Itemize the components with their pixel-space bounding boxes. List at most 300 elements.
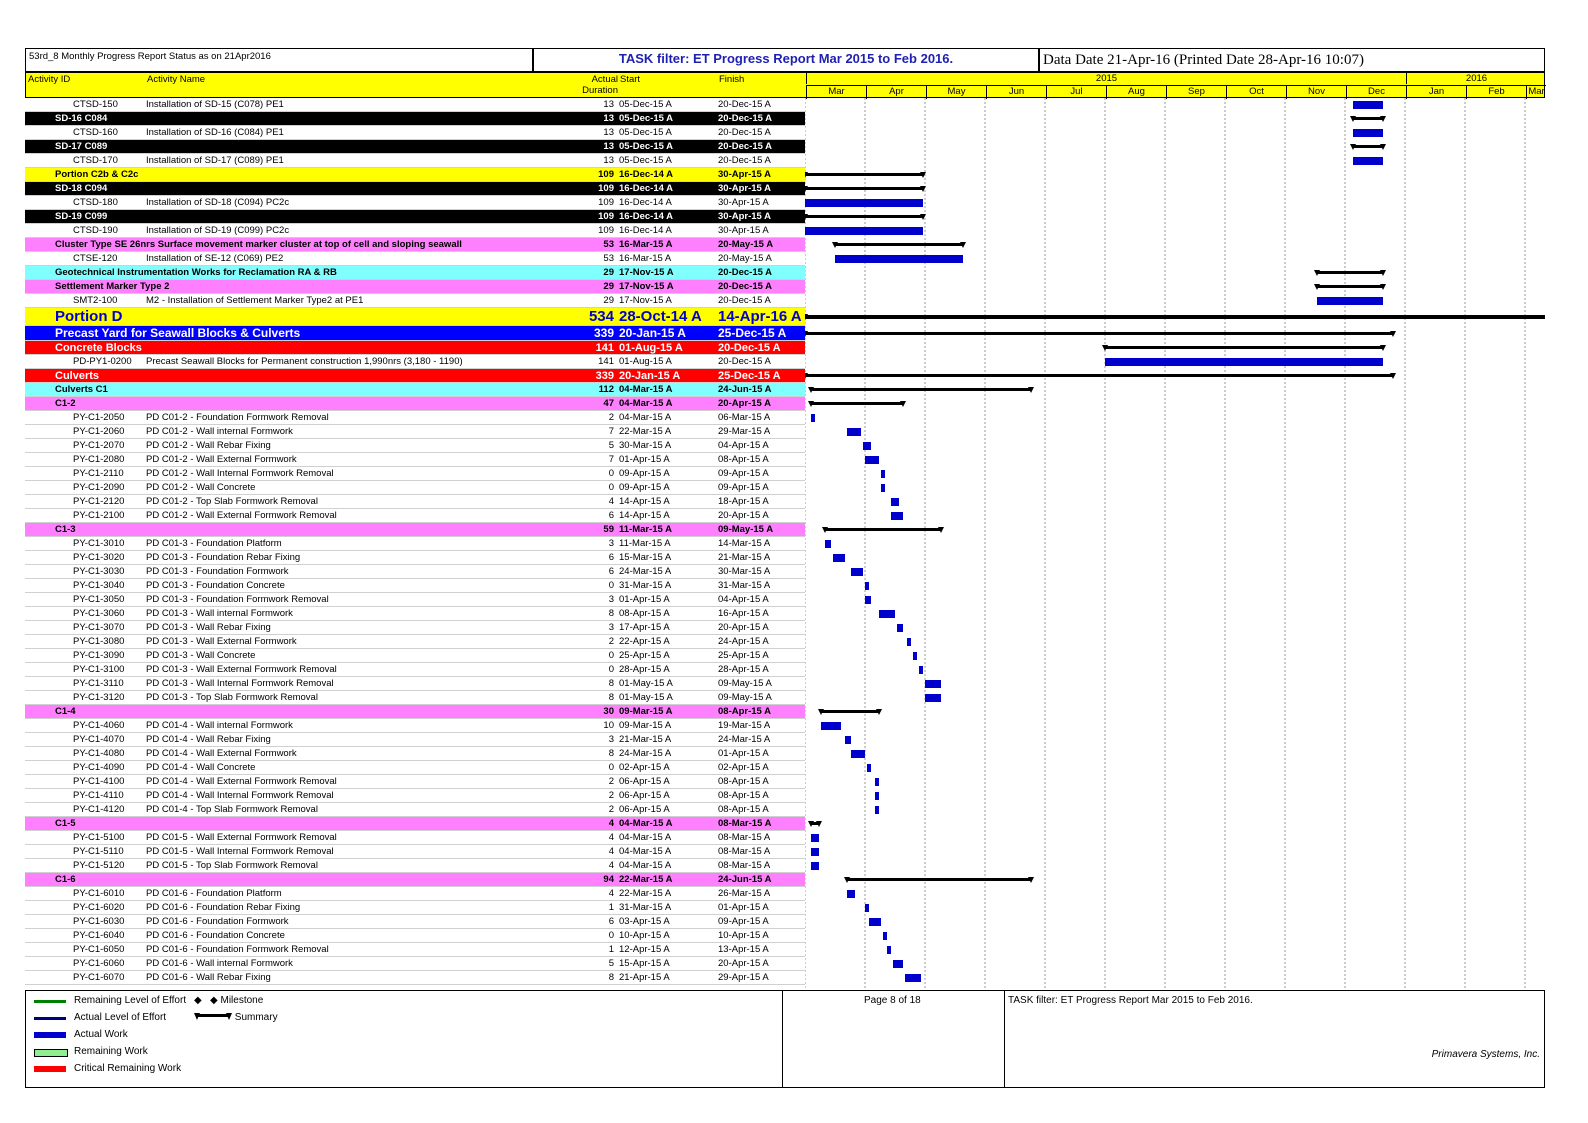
activity-id: PD-PY1-0200 [73, 356, 132, 367]
actual-work-bar[interactable] [865, 596, 871, 604]
start-date: 01-May-15 A [619, 692, 673, 703]
duration-value: 0 [608, 482, 614, 493]
activity-row[interactable] [25, 126, 805, 140]
activity-name: Precast Seawall Blocks for Permanent construction 1,990nrs (3,180 - 1190) [146, 356, 463, 367]
duration-value: 5 [608, 440, 614, 451]
activity-name: PD C01-4 - Wall internal Formwork [146, 720, 293, 731]
summary-bar[interactable] [811, 402, 903, 405]
timeline-month: Feb [1466, 86, 1526, 99]
actual-work-bar[interactable] [847, 890, 855, 898]
actual-work-bar[interactable] [875, 806, 879, 814]
actual-work-bar[interactable] [925, 694, 941, 702]
actual-work-bar[interactable] [845, 736, 851, 744]
wbs-group-row[interactable] [25, 210, 805, 224]
summary-bar[interactable] [835, 243, 963, 246]
summary-bar[interactable] [1317, 271, 1383, 274]
finish-date: 24-Mar-15 A [718, 734, 771, 745]
wbs-group-row[interactable] [25, 341, 805, 355]
activity-row[interactable] [25, 621, 805, 635]
activity-row[interactable] [25, 957, 805, 971]
activity-name: PD C01-6 - Foundation Formwork Removal [146, 944, 329, 955]
col-activity-name: Activity Name [147, 74, 206, 85]
activity-row[interactable] [25, 467, 805, 481]
activity-name: PD C01-2 - Wall External Formwork [146, 454, 297, 465]
activity-id: PY-C1-3120 [73, 692, 125, 703]
activity-name: PD C01-3 - Wall External Formwork [146, 636, 297, 647]
activity-row[interactable] [25, 929, 805, 943]
duration-value: 3 [608, 538, 614, 549]
activity-id: CTSD-160 [73, 127, 118, 138]
duration-value: 4 [608, 888, 614, 899]
finish-date: 16-Apr-15 A [718, 608, 769, 619]
start-date: 08-Apr-15 A [619, 608, 670, 619]
start-date: 02-Apr-15 A [619, 762, 670, 773]
actual-work-bar[interactable] [867, 764, 871, 772]
activity-row[interactable] [25, 775, 805, 789]
finish-date: 06-Mar-15 A [718, 412, 771, 423]
activity-row[interactable] [25, 98, 805, 112]
wbs-group-row[interactable] [25, 266, 805, 280]
wbs-name: Concrete Blocks [55, 342, 142, 354]
start-date: 17-Apr-15 A [619, 622, 670, 633]
activity-row[interactable] [25, 294, 805, 308]
activity-row[interactable] [25, 747, 805, 761]
duration-value: 0 [608, 930, 614, 941]
activity-row[interactable] [25, 593, 805, 607]
activity-name: PD C01-2 - Foundation Formwork Removal [146, 412, 329, 423]
diamond-icon: ◆ ◆ [194, 995, 221, 1006]
activity-name: M2 - Installation of Settlement Marker Type2 at PE1 [146, 295, 364, 306]
actual-work-bar[interactable] [865, 456, 879, 464]
duration-value: 1 [608, 902, 614, 913]
finish-date: 02-Apr-15 A [718, 762, 769, 773]
activity-name: PD C01-3 - Foundation Rebar Fixing [146, 552, 301, 563]
start-date: 12-Apr-15 A [619, 944, 670, 955]
summary-bar[interactable] [825, 528, 941, 531]
activity-id: PY-C1-2060 [73, 426, 125, 437]
finish-date: 25-Apr-15 A [718, 650, 769, 661]
activity-id: PY-C1-6050 [73, 944, 125, 955]
finish-date: 09-Apr-15 A [718, 916, 769, 927]
activity-row[interactable] [25, 481, 805, 495]
duration-value: 339 [595, 370, 614, 382]
timeline-month: Mar [1526, 86, 1546, 99]
activity-row[interactable] [25, 691, 805, 705]
start-date: 22-Mar-15 A [619, 874, 673, 885]
activity-row[interactable] [25, 425, 805, 439]
activity-id: PY-C1-5120 [73, 860, 125, 871]
activity-id: PY-C1-2070 [73, 440, 125, 451]
finish-date: 09-May-15 A [718, 524, 774, 535]
timeline-month: Jun [986, 86, 1046, 99]
activity-row[interactable] [25, 196, 805, 210]
page-number: Page 8 of 18 [864, 995, 921, 1006]
actual-work-bar[interactable] [825, 540, 831, 548]
wbs-group-row[interactable] [25, 397, 805, 411]
start-date: 31-Mar-15 A [619, 902, 672, 913]
wbs-group-row[interactable] [25, 326, 805, 341]
duration-value: 7 [608, 454, 614, 465]
start-date: 24-Mar-15 A [619, 566, 672, 577]
start-date: 09-Apr-15 A [619, 482, 670, 493]
timeline-year: 2015 [806, 73, 1406, 84]
finish-date: 08-Mar-15 A [718, 860, 771, 871]
duration-value: 6 [608, 566, 614, 577]
actual-work-bar[interactable] [875, 778, 879, 786]
start-date: 01-Aug-15 A [619, 356, 672, 367]
actual-work-bar[interactable] [925, 680, 941, 688]
actual-work-bar[interactable] [875, 792, 879, 800]
wbs-group-row[interactable] [25, 140, 805, 154]
wbs-name: Portion C2b & C2c [55, 169, 139, 180]
wbs-group-row[interactable] [25, 705, 805, 719]
activity-name: Installation of SD-18 (C094) PC2c [146, 197, 290, 208]
activity-name: PD C01-5 - Wall External Formwork Removal [146, 832, 337, 843]
finish-date: 30-Mar-15 A [718, 566, 771, 577]
finish-date: 31-Mar-15 A [718, 580, 771, 591]
actual-work-bar[interactable] [879, 610, 895, 618]
actual-work-bar[interactable] [821, 722, 841, 730]
actual-work-bar[interactable] [811, 848, 819, 856]
activity-row[interactable] [25, 509, 805, 523]
actual-work-bar[interactable] [897, 624, 903, 632]
start-date: 16-Dec-14 A [619, 211, 674, 222]
finish-date: 20-Dec-15 A [718, 141, 773, 152]
activity-name: PD C01-4 - Wall Concrete [146, 762, 256, 773]
finish-date: 30-Apr-15 A [718, 225, 769, 236]
duration-value: 6 [608, 552, 614, 563]
activity-id: PY-C1-3090 [73, 650, 125, 661]
activity-id: PY-C1-4090 [73, 762, 125, 773]
activity-row[interactable] [25, 859, 805, 873]
duration-value: 29 [603, 295, 614, 306]
activity-row[interactable] [25, 649, 805, 663]
finish-date: 20-Dec-15 A [718, 113, 773, 124]
finish-date: 09-Apr-15 A [718, 468, 769, 479]
activity-id: PY-C1-6070 [73, 972, 125, 983]
legend-milestone: ◆ ◆ Milestone [194, 995, 264, 1006]
finish-date: 20-Dec-15 A [718, 127, 771, 138]
wbs-group-row[interactable] [25, 308, 805, 326]
wbs-group-row[interactable] [25, 238, 805, 252]
finish-date: 18-Apr-15 A [718, 496, 769, 507]
start-date: 25-Apr-15 A [619, 650, 670, 661]
duration-value: 8 [608, 692, 614, 703]
finish-date: 08-Mar-15 A [718, 846, 771, 857]
actual-work-bar[interactable] [905, 974, 921, 982]
duration-value: 4 [608, 832, 614, 843]
activity-id: PY-C1-3030 [73, 566, 125, 577]
activity-row[interactable] [25, 831, 805, 845]
actual-work-bar[interactable] [851, 750, 865, 758]
summary-bar[interactable] [1353, 145, 1383, 148]
activity-row[interactable] [25, 943, 805, 957]
activity-name: PD C01-2 - Wall Internal Formwork Removal [146, 468, 334, 479]
finish-date: 09-May-15 A [718, 692, 772, 703]
finish-date: 20-Dec-15 A [718, 267, 773, 278]
activity-id: PY-C1-4110 [73, 790, 124, 801]
actual-work-bar[interactable] [883, 932, 887, 940]
wbs-group-row[interactable] [25, 383, 805, 397]
timeline-month: Aug [1106, 86, 1166, 99]
activity-row[interactable] [25, 845, 805, 859]
finish-date: 08-Apr-15 A [718, 706, 771, 717]
actual-work-bar[interactable] [851, 568, 863, 576]
actual-work-bar[interactable] [865, 904, 869, 912]
finish-date: 08-Apr-15 A [718, 804, 769, 815]
start-date: 04-Mar-15 A [619, 846, 672, 857]
finish-date: 20-Dec-15 A [718, 356, 771, 367]
activity-name: Installation of SD-16 (C084) PE1 [146, 127, 284, 138]
finish-date: 08-Mar-15 A [718, 832, 771, 843]
finish-date: 14-Mar-15 A [718, 538, 771, 549]
finish-date: 21-Mar-15 A [718, 552, 771, 563]
activity-id: PY-C1-6030 [73, 916, 125, 927]
duration-value: 13 [603, 127, 614, 138]
duration-value: 109 [598, 225, 614, 236]
duration-value: 29 [603, 281, 614, 292]
duration-value: 0 [608, 762, 614, 773]
duration-value: 94 [603, 874, 614, 885]
activity-row[interactable] [25, 761, 805, 775]
duration-value: 47 [603, 398, 614, 409]
start-date: 22-Mar-15 A [619, 888, 672, 899]
actual-work-bar[interactable] [891, 512, 903, 520]
actual-work-bar[interactable] [811, 414, 815, 422]
wbs-name: C1-3 [55, 524, 76, 535]
legend: Remaining Level of Effort Actual Level of Effort Actual Work Remaining Work Critical Remaining Work ◆ ◆ Milestone Summary Page 8 of 18 TASK filter: ET Progress Report Mar 2015 to Feb 2016. Primavera Systems, Inc. [25, 990, 1545, 1088]
activity-row[interactable] [25, 789, 805, 803]
start-date: 11-Mar-15 A [619, 538, 671, 549]
summary-bar[interactable] [821, 710, 879, 713]
finish-date: 20-Dec-15 A [718, 342, 781, 354]
activity-id: CTSD-170 [73, 155, 118, 166]
activity-id: PY-C1-4080 [73, 748, 125, 759]
actual-work-bar[interactable] [865, 582, 869, 590]
activity-name: PD C01-4 - Wall External Formwork [146, 748, 297, 759]
duration-value: 13 [603, 99, 614, 110]
duration-value: 53 [603, 239, 614, 250]
start-date: 06-Apr-15 A [619, 804, 670, 815]
col-start: Start [620, 74, 641, 85]
activity-id: PY-C1-5110 [73, 846, 124, 857]
activity-row[interactable] [25, 887, 805, 901]
duration-value: 13 [603, 155, 614, 166]
start-date: 16-Dec-14 A [619, 183, 674, 194]
timeline-month: Jul [1046, 86, 1106, 99]
start-date: 24-Mar-15 A [619, 748, 672, 759]
wbs-name: SD-16 C084 [55, 113, 108, 124]
actual-work-bar[interactable] [907, 638, 911, 646]
wbs-group-row[interactable] [25, 817, 805, 831]
activity-row[interactable] [25, 677, 805, 691]
summary-bar[interactable] [847, 878, 1031, 881]
activity-name: PD C01-6 - Foundation Platform [146, 888, 282, 899]
activity-id: PY-C1-3110 [73, 678, 124, 689]
activity-row[interactable] [25, 803, 805, 817]
start-date: 04-Mar-15 A [619, 818, 673, 829]
activity-row[interactable] [25, 579, 805, 593]
activity-row[interactable] [25, 901, 805, 915]
summary-bar[interactable] [805, 332, 1393, 335]
actual-work-bar[interactable] [1353, 157, 1383, 165]
activity-row[interactable] [25, 411, 805, 425]
actual-work-bar[interactable] [847, 428, 861, 436]
activity-row[interactable] [25, 439, 805, 453]
timeline-month: Jan [1406, 86, 1466, 99]
wbs-name: Portion D [55, 308, 123, 325]
activity-row[interactable] [25, 453, 805, 467]
duration-value: 109 [598, 197, 614, 208]
activity-name: PD C01-3 - Top Slab Formwork Removal [146, 692, 318, 703]
task-filter-title: TASK filter: ET Progress Report Mar 2015 to Feb 2016. [533, 48, 1039, 72]
activity-row[interactable] [25, 252, 805, 266]
wbs-group-row[interactable] [25, 280, 805, 294]
actual-work-bar[interactable] [869, 918, 881, 926]
finish-date: 29-Apr-15 A [718, 972, 769, 983]
wbs-group-row[interactable] [25, 182, 805, 196]
activity-row[interactable] [25, 355, 805, 369]
actual-work-bar[interactable] [833, 554, 845, 562]
wbs-name: Cluster Type SE 26nrs Surface movement marker cluster at top of cell and sloping seawall [55, 239, 462, 250]
finish-date: 20-Apr-15 A [718, 622, 769, 633]
activity-row[interactable] [25, 224, 805, 238]
activity-name: PD C01-3 - Wall Internal Formwork Removal [146, 678, 334, 689]
finish-date: 20-May-15 A [718, 239, 774, 250]
finish-date: 20-May-15 A [718, 253, 772, 264]
actual-work-bar[interactable] [863, 442, 871, 450]
start-date: 16-Dec-14 A [619, 225, 672, 236]
actual-work-bar[interactable] [1353, 129, 1383, 137]
summary-bar[interactable] [1105, 346, 1383, 349]
summary-bar[interactable] [805, 215, 923, 218]
activity-row[interactable] [25, 154, 805, 168]
duration-value: 3 [608, 594, 614, 605]
actual-work-bar[interactable] [835, 255, 963, 263]
activity-name: PD C01-6 - Foundation Rebar Fixing [146, 902, 301, 913]
summary-bar[interactable] [805, 315, 1545, 319]
start-date: 01-Aug-15 A [619, 342, 683, 354]
activity-row[interactable] [25, 663, 805, 677]
start-date: 09-Mar-15 A [619, 720, 672, 731]
actual-work-bar[interactable] [893, 960, 903, 968]
activity-id: CTSD-190 [73, 225, 118, 236]
activity-row[interactable] [25, 607, 805, 621]
actual-work-bar[interactable] [805, 227, 923, 235]
summary-bar[interactable] [805, 173, 923, 176]
start-date: 01-May-15 A [619, 678, 673, 689]
finish-date: 25-Dec-15 A [718, 370, 781, 382]
wbs-name: SD-19 C099 [55, 211, 108, 222]
duration-value: 4 [608, 818, 614, 829]
col-activity-id: Activity ID [28, 74, 71, 85]
actual-work-bar[interactable] [919, 666, 923, 674]
activity-name: PD C01-4 - Wall Rebar Fixing [146, 734, 271, 745]
summary-bar[interactable] [1317, 285, 1383, 288]
actual-work-bar[interactable] [811, 862, 819, 870]
summary-bar[interactable] [1353, 117, 1383, 120]
finish-date: 08-Mar-15 A [718, 818, 772, 829]
start-date: 31-Mar-15 A [619, 580, 672, 591]
timeline-month: Mar [806, 86, 866, 99]
finish-date: 20-Dec-15 A [718, 99, 771, 110]
company-name: Primavera Systems, Inc. [1431, 1049, 1540, 1060]
duration-value: 2 [608, 636, 614, 647]
actual-work-bar[interactable] [887, 946, 891, 954]
activity-name: Installation of SE-12 (C069) PE2 [146, 253, 284, 264]
actual-work-bar[interactable] [1317, 297, 1383, 305]
summary-bar[interactable] [805, 374, 1393, 377]
actual-work-bar[interactable] [913, 652, 917, 660]
duration-value: 0 [608, 580, 614, 591]
activity-row[interactable] [25, 551, 805, 565]
activity-row[interactable] [25, 495, 805, 509]
duration-value: 4 [608, 846, 614, 857]
col-duration: Actual Duration [582, 74, 618, 96]
activity-row[interactable] [25, 565, 805, 579]
actual-work-bar[interactable] [805, 199, 923, 207]
finish-date: 25-Dec-15 A [718, 326, 787, 340]
actual-work-bar[interactable] [1353, 101, 1383, 109]
wbs-group-row[interactable] [25, 168, 805, 182]
timeline-month: May [926, 86, 986, 99]
summary-bar[interactable] [805, 187, 923, 190]
activity-name: PD C01-3 - Wall Rebar Fixing [146, 622, 271, 633]
activity-id: PY-C1-4060 [73, 720, 125, 731]
activity-row[interactable] [25, 537, 805, 551]
activity-name: PD C01-5 - Wall Internal Formwork Removal [146, 846, 334, 857]
activity-row[interactable] [25, 915, 805, 929]
actual-work-bar[interactable] [881, 484, 885, 492]
actual-work-bar[interactable] [881, 470, 885, 478]
activity-row[interactable] [25, 635, 805, 649]
wbs-group-row[interactable] [25, 369, 805, 383]
start-date: 20-Jan-15 A [619, 326, 686, 340]
duration-value: 141 [598, 356, 614, 367]
wbs-name: SD-17 C089 [55, 141, 108, 152]
duration-value: 339 [593, 326, 614, 340]
activity-row[interactable] [25, 971, 805, 985]
summary-bar[interactable] [811, 388, 1031, 391]
start-date: 17-Nov-15 A [619, 295, 672, 306]
wbs-name: Precast Yard for Seawall Blocks & Culverts [55, 326, 301, 340]
wbs-group-row[interactable] [25, 523, 805, 537]
finish-date: 24-Apr-15 A [718, 636, 769, 647]
actual-work-bar[interactable] [811, 834, 819, 842]
activity-name: PD C01-3 - Wall internal Formwork [146, 608, 293, 619]
finish-date: 09-Apr-15 A [718, 482, 769, 493]
activity-name: PD C01-6 - Foundation Concrete [146, 930, 285, 941]
wbs-group-row[interactable] [25, 873, 805, 887]
timeline-month: Oct [1226, 86, 1286, 99]
activity-row[interactable] [25, 719, 805, 733]
wbs-group-row[interactable] [25, 112, 805, 126]
duration-value: 2 [608, 790, 614, 801]
activity-id: PY-C1-3050 [73, 594, 125, 605]
actual-work-bar[interactable] [1105, 358, 1383, 366]
start-date: 22-Mar-15 A [619, 426, 672, 437]
start-date: 09-Apr-15 A [619, 468, 670, 479]
actual-work-bar[interactable] [891, 498, 899, 506]
activity-name: PD C01-4 - Wall External Formwork Removal [146, 776, 337, 787]
duration-value: 30 [603, 706, 614, 717]
activity-name: Installation of SD-15 (C078) PE1 [146, 99, 284, 110]
finish-date: 20-Apr-15 A [718, 958, 769, 969]
activity-row[interactable] [25, 733, 805, 747]
finish-date: 20-Apr-15 A [718, 398, 771, 409]
wbs-name: C1-5 [55, 818, 76, 829]
finish-date: 09-May-15 A [718, 678, 772, 689]
